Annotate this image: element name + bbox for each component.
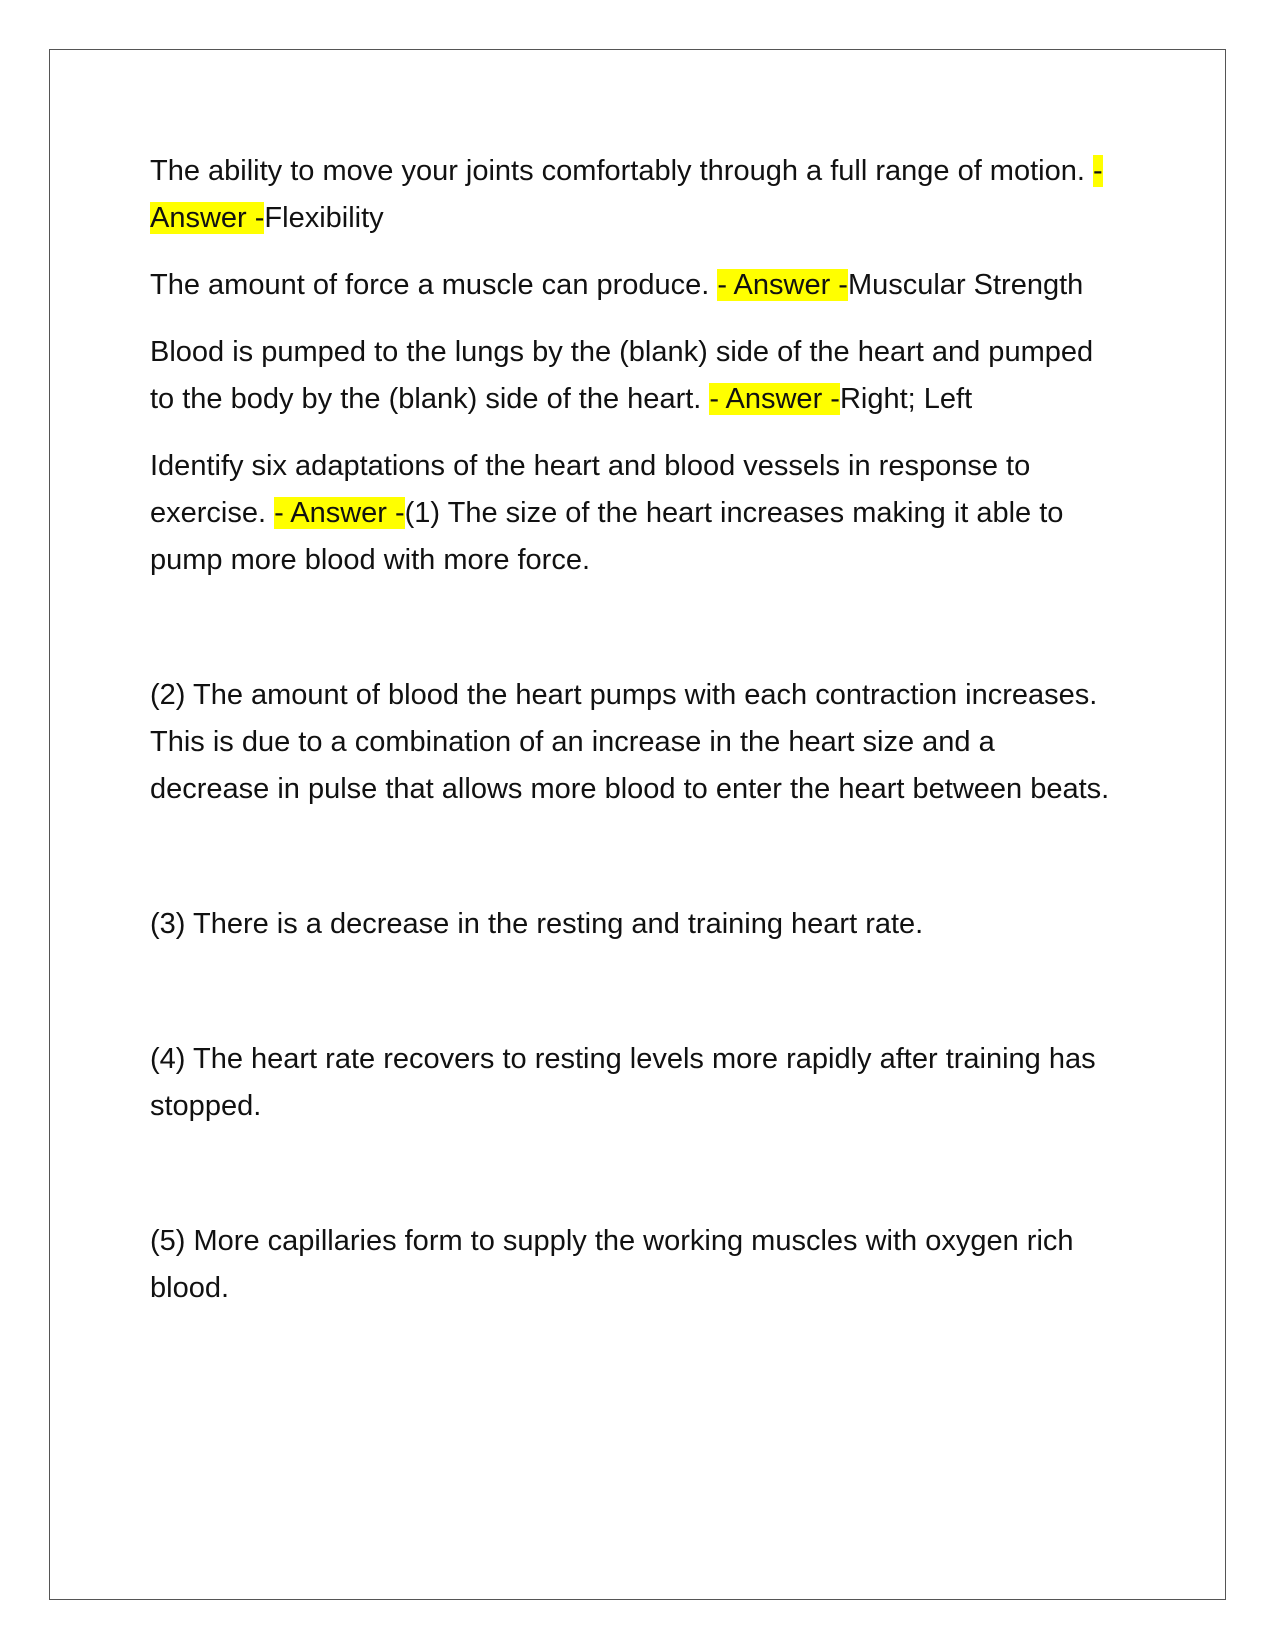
qa-item <box>150 329 1110 423</box>
qa-item <box>150 262 1110 309</box>
answer-marker: - Answer - <box>274 497 405 529</box>
adaptation-item: (2) The amount of blood the heart pumps with each contraction increases. This is due to a combination of an increase in the heart size and a decrease in pulse that allows more blood to enter the heart between beats. <box>150 679 1110 805</box>
answer-marker: - Answer - <box>717 269 848 301</box>
answer-text: Right; Left <box>839 383 973 415</box>
question-text: The ability to move your joints comfortably through a full range of motion. <box>150 155 1093 187</box>
qa-item <box>150 443 1110 584</box>
question-text: The amount of force a muscle can produce. <box>150 269 718 301</box>
adaptation-item: (4) The heart rate recovers to resting levels more rapidly after training has stopped. <box>150 1043 1096 1122</box>
adaptation-item: (3) There is a decrease in the resting and training heart rate. <box>150 908 924 940</box>
answer-text: Flexibility <box>264 202 384 234</box>
answer-text: (1) The size of the heart increases making it able to pump more blood with more force. <box>150 497 1064 576</box>
question-text: Identify six adaptations of the heart and blood vessels in response to exercise. <box>150 450 1031 529</box>
qa-item <box>150 148 1110 242</box>
adaptation-item: (5) More capillaries form to supply the working muscles with oxygen rich blood. <box>150 1225 1074 1304</box>
answer-marker: - Answer - <box>150 155 1103 234</box>
answer-marker: - Answer - <box>709 383 840 415</box>
document-body <box>150 148 1110 1332</box>
question-text: Blood is pumped to the lungs by the (blank) side of the heart and pumped to the body by the (blank) side of the heart. <box>150 336 1094 415</box>
answer-text: Muscular Strength <box>847 269 1084 301</box>
